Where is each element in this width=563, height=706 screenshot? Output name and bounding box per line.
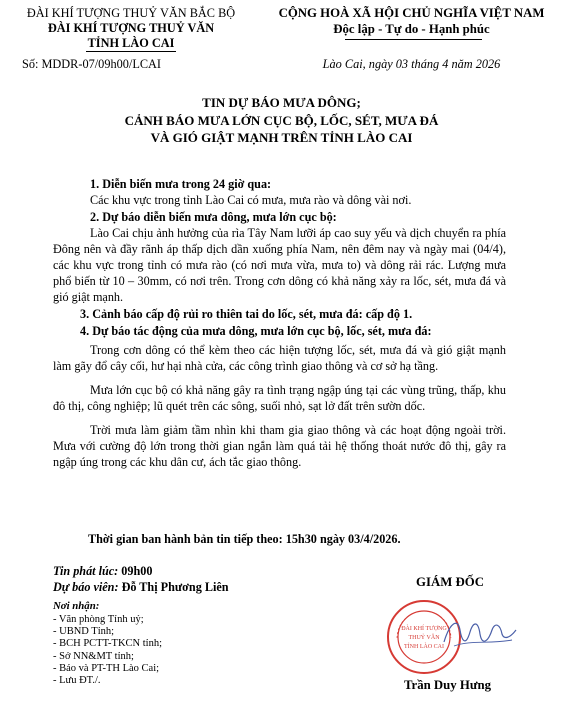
- recipient-item: - Văn phòng Tỉnh uỷ;: [53, 614, 144, 625]
- place-date: Lào Cai, ngày 03 tháng 4 năm 2026: [322, 57, 501, 71]
- section-1-text: Các khu vực trong tỉnh Lào Cai có mưa, mưa rào và dông vài nơi.: [90, 193, 412, 207]
- section-4-paragraph-1: Trong cơn dông có thể kèm theo các hiện tượng lốc, sét, mưa đá và gió giật mạnh làm gãy đổ cây cối, hư hại nhà cửa, các công trình giao thông và cơ sở hạ tầng.: [53, 343, 506, 373]
- signature-icon: [440, 612, 520, 656]
- title-line-1: TIN DỰ BÁO MƯA DÔNG;: [202, 95, 361, 110]
- next-issue-time: Thời gian ban hành bản tin tiếp theo: 15h30 ngày 03/4/2026.: [88, 532, 401, 546]
- signer-name: Trần Duy Hưng: [403, 678, 492, 692]
- motto: Độc lập - Tự do - Hạnh phúc: [333, 22, 490, 36]
- issued-label: Tin phát lúc:: [53, 564, 119, 578]
- recipient-item: - Sở NN&MT tỉnh;: [53, 650, 134, 662]
- document-body: [53, 176, 506, 470]
- agency-top: ĐÀI KHÍ TƯỢNG THUỶ VĂN BẮC BỘ: [26, 6, 236, 20]
- section-1-heading: 1. Diễn biến mưa trong 24 giờ qua:: [90, 177, 272, 191]
- section-3-heading: 3. Cảnh báo cấp độ rủi ro thiên tai do lốc, sét, mưa đá: cấp độ 1.: [80, 307, 413, 321]
- handwritten-signature: [440, 612, 520, 656]
- forecaster-label: Dự báo viên:: [53, 580, 119, 594]
- section-4-heading: 4. Dự báo tác động của mưa dông, mưa lớn cục bộ, lốc, sét, mưa đá:: [80, 324, 432, 338]
- recipient-item: - Báo và PT-TH Lào Cai;: [53, 662, 160, 674]
- document-title: [0, 94, 563, 147]
- recipient-item: - BCH PCTT-TKCN tỉnh;: [53, 638, 162, 650]
- issue-info: [53, 563, 229, 595]
- section-4-paragraph-2: Mưa lớn cục bộ có khả năng gây ra tình trạng ngập úng tại các vùng trũng, thấp, khu đô thị, công nghiệp; lũ quét trên các sông, suối nhỏ, sạt lở đất trên sườn dốc.: [53, 383, 506, 413]
- section-2-text: Lào Cai chịu ảnh hưởng của rìa Tây Nam lưỡi áp cao suy yếu và dịch chuyển ra phía Đông nên và đầy rãnh áp thấp dịch dần xuống phía Nam, nên đêm nay và ngày mai (04/4), các khu vực trong tỉnh có mưa rào (có nơi mưa vừa, mưa to) và dông rải rác. Lượng mưa phổ biến từ 10 – 30mm, có nơi trên. Trong cơn dông có khả năng xảy ra lốc, sét, mưa đá và gió giật mạnh.: [53, 226, 506, 304]
- motto-underline: [345, 39, 482, 40]
- section-2-heading: 2. Dự báo diễn biến mưa dông, mưa lớn cục bộ:: [90, 210, 337, 224]
- forecaster-name: Đỗ Thị Phương Liên: [121, 580, 229, 594]
- recipients-label: Nơi nhận:: [53, 600, 100, 612]
- agency-underline: [86, 51, 176, 52]
- issued-time: 09h00: [121, 564, 153, 578]
- agency-name-2: TỈNH LÀO CAI: [87, 36, 175, 50]
- signer-role: GIÁM ĐỐC: [416, 575, 484, 589]
- recipient-item: - UBND Tỉnh;: [53, 626, 115, 638]
- recipient-item: - Lưu ĐT./.: [53, 675, 101, 687]
- nation-title: CỘNG HOÀ XÃ HỘI CHỦ NGHĨA VIỆT NAM: [278, 6, 545, 20]
- doc-number: Số: MDDR-07/09h00/LCAI: [22, 57, 162, 71]
- svg-text:TỈNH LÀO CAI: TỈNH LÀO CAI: [404, 644, 444, 650]
- title-line-2: CẢNH BÁO MƯA LỚN CỤC BỘ, LỐC, SÉT, MƯA ĐÁ: [124, 112, 439, 128]
- svg-text:ĐÀI KHÍ TƯỢNG: ĐÀI KHÍ TƯỢNG: [401, 626, 447, 632]
- agency-block: [0, 6, 262, 51]
- svg-text:THUỶ VĂN: THUỶ VĂN: [408, 635, 440, 641]
- section-4-paragraph-3: Trời mưa làm giảm tầm nhìn khi tham gia giao thông và các hoạt động ngoài trời. Mưa với cường độ lớn trong thời gian ngắn làm quá tải hệ thống thoát nước đô thị, gây ra ngập úng trong các khu dân cư, ách tắc giao thông.: [53, 423, 506, 469]
- title-line-3: VÀ GIÓ GIẬT MẠNH TRÊN TỈNH LÀO CAI: [150, 130, 413, 145]
- recipients-list: [53, 614, 162, 687]
- agency-name-1: ĐÀI KHÍ TƯỢNG THUỶ VĂN: [47, 21, 215, 35]
